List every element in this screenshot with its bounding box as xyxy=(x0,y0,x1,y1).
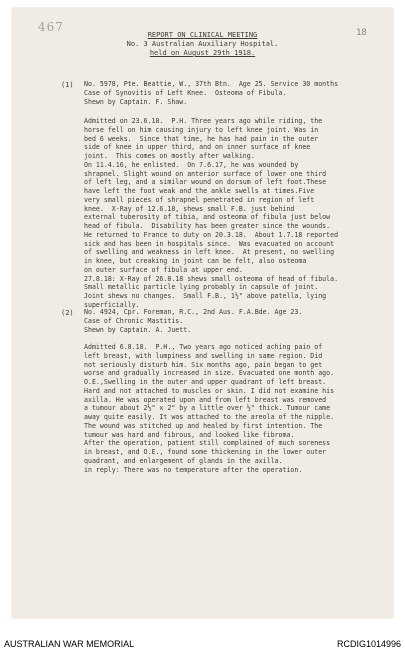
case-history: Admitted 6.8.18. P.H., Two years ago noticed aching pain of left breast, with lumpiness and swelling in same region. Did not seriously disturb him. Six months ago, pain began to get worse and gradually increased in size. Evacuated one month ago. O.E.,Swelling in the outer and upper quadrant of left breast. Hard and not attached to muscles or skin. I did not examine his axilla. He was operated upon and from left breast was removed a tumour about 2½" x 2" by a little over ½" thick. Tumour came away quite easily. It was attached to the areola of the nipple. The wound was stitched up and healed by first intention. The tumour was hard and fibrous, and looked like fibroma. After the operation, patient still complained of much soreness in breast, and O.E., found some thickening in the lower outer quadrant, and enlargement of glands in the axilla. in reply: There was no temperature after the operation. xyxy=(84,343,335,474)
corner-mark: 18 xyxy=(356,28,367,38)
footer-id: RCDIG1014996 xyxy=(336,639,401,649)
footer-source: AUSTRALIAN WAR MEMORIAL xyxy=(4,639,135,649)
case-number: (2) xyxy=(61,309,74,317)
report-title: REPORT ON CLINICAL MEETING xyxy=(147,31,258,39)
case-number: (1) xyxy=(61,81,74,89)
archive-footer xyxy=(0,635,405,654)
case-details: No. 4924, Cpr. Foreman, R.C., 2nd Aus. F.A.Bde. Age 23. Case of Chronic Mastitis. Shewn by Captain. A. Juett. xyxy=(84,308,303,334)
case-history: Admitted on 23.6.18. P.H. Three years ago while riding, the horse fell on him causing injury to left knee joint. Was in bed 6 weeks. Since that time, he has had pain in the outer side of knee in upper third, and on inner surface of knee joint. This comes on mostly after walking. On 11.4.16, he enlisted. On 7.6.17, he was wounded by shrapnel. Slight wound on anterior surface of lower one third of left leg, and a similar wound on dorsum of left foot.These have left the foot weak and the ankle swells at times.Five very small pieces of shrapnel penetrated in region of left knee. X-Ray of 12.6.18, shews small F.B. just behind external tuberosity of tibia, and osteoma of fibula just below head of fibula. Disability has been greater since the wounds. He returned to France to duty on 20.3.18. About 1.7.18 reported sick and has been in hospitals since. Was evacuated on account of swelling and weakness in left knee. At present, no swelling in knee, but creaking in joint can be felt, also osteoma on outer surface of fibula at upper end. 27.8.18: X-Ray of 26.8.18 shews small osteoma of head of fibula. Small metallic particle lying probably in capsule of joint. Joint shews no changes. Small F.B., 1½" above patella, lying superficially. xyxy=(84,117,339,309)
archive-number: 467 xyxy=(38,20,64,34)
meeting-date-line: held on August 29th 1918. xyxy=(149,49,256,57)
hospital-line: No. 3 Australian Auxiliary Hospital. xyxy=(126,40,279,48)
case-details: No. 5978, Pte. Beattie, W., 37th Btn. Age 25. Service 30 months Case of Synovitis of Left Knee. Osteoma of Fibula. Shewn by Captain. F. Shaw. xyxy=(84,80,339,106)
report-header xyxy=(0,31,405,58)
